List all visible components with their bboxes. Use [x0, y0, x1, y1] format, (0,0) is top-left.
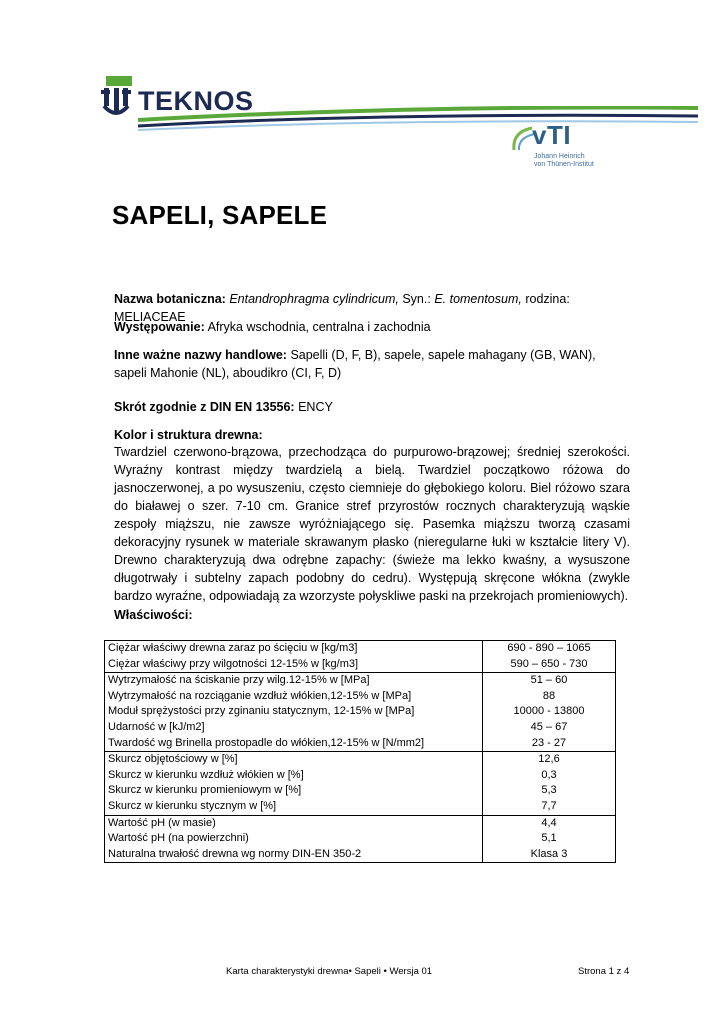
property-value: 5,3 — [483, 783, 616, 799]
table-row — [105, 673, 616, 689]
occurrence-label: Występowanie: — [114, 320, 205, 334]
botanical-species: Entandrophragma cylindricum, — [229, 292, 399, 306]
abbreviation — [114, 398, 630, 416]
page-title: SAPELI, SAPELE — [112, 200, 328, 230]
abbreviation-value: ENCY — [298, 400, 333, 414]
property-value: 45 – 67 — [483, 720, 616, 736]
botanical-label: Nazwa botaniczna: — [114, 292, 226, 306]
properties-heading: Właściwości: — [114, 608, 193, 622]
property-label: Ciężar właściwy drewna zaraz po ścięciu w [kg/m3] — [105, 641, 483, 657]
property-value: Klasa 3 — [483, 847, 616, 863]
color-structure-text: Twardziel czerwono-brązowa, przechodząca do purpurowo-brązowej; średniej szerokości. Wyraźny kontrast między twardzielą a bielą. Twardziel początkowo różowa do jasnoczerwonej, a po wysuszeniu, często ciemnieje do głębokiego koloru. Biel różowo szara do białawej o szer. 7-10 cm. Granice stref przyrostów rocznych charakteryzują wąskie zespoły miąższu, nie zawsze wyróżniającego się. Pasemka miąższu tworzą czasami dekoracyjny rysunek w materiale skrawanym płasko (nieregularne łuki w kształcie litery V). Drewno charakteryzują dwa odrębne zapachy: (świeże ma lekko kwaśny, a wysuszone długotrwały i subtelny zapach podobny do cedru). Występują skręcone włókna (zwykle bardzo wyraźne, odpowiadają za wzorzyste połyskliwe paski na przekrojach promieniowych). — [114, 445, 630, 603]
properties-table — [104, 640, 616, 863]
paint-brush-icon — [100, 76, 134, 120]
property-label: Ciężar właściwy przy wilgotności 12-15% w [kg/m3] — [108, 657, 359, 670]
teknos-wordmark: TEKNOS — [138, 86, 254, 116]
property-label: Moduł sprężystości przy zginaniu statycznym, 12-15% w [MPa] — [108, 705, 415, 718]
synonym-value: E. tomentosum, — [434, 292, 522, 306]
table-row — [105, 641, 616, 657]
trade-names-label: Inne ważne nazwy handlowe: — [114, 348, 287, 362]
property-label: Skurcz w kierunku stycznym w [%] — [108, 799, 277, 812]
property-label: Naturalna trwałość drewna wg normy DIN-EN 350-2 — [108, 847, 362, 860]
property-label: Wytrzymałość na rozciąganie wzdłuż włókien,12-15% w [MPa] — [108, 689, 412, 702]
vti-subtitle: Johann Heinrich von Thünen-Institut — [534, 153, 594, 168]
property-value: 590 – 650 - 730 — [483, 657, 616, 673]
table-row — [105, 831, 616, 847]
table-row — [105, 704, 616, 720]
table-row — [105, 847, 616, 863]
property-value: 7,7 — [483, 799, 616, 815]
property-label: Skurcz w kierunku promieniowym w [%] — [108, 784, 302, 797]
table-row — [105, 783, 616, 799]
trade-names-value: Sapelli (D, F, B), sapele, sapele mahagany (GB, WAN), sapeli Mahonie (NL), aboudikro (CI, F, D) — [114, 348, 596, 380]
table-row — [105, 689, 616, 705]
occurrence — [114, 318, 630, 336]
property-value: 690 - 890 – 1065 — [483, 641, 616, 657]
property-label: Udarność w [kJ/m2] — [108, 720, 205, 733]
table-row — [105, 720, 616, 736]
footer-page-number: Strona 1 z 4 — [578, 966, 630, 977]
color-structure-heading: Kolor i struktura drewna: — [114, 428, 263, 442]
property-value: 12,6 — [483, 752, 616, 768]
table-row — [105, 815, 616, 831]
vti-logo — [510, 120, 620, 175]
vti-wordmark: vTI — [532, 120, 572, 150]
table-row — [105, 752, 616, 768]
property-label: Twardość wg Brinella prostopadle do włókien,12-15% w [N/mm2] — [108, 736, 425, 749]
property-value: 51 – 60 — [483, 673, 616, 689]
property-label: Skurcz objętościowy w [%] — [105, 752, 483, 768]
property-value: 10000 - 13800 — [483, 704, 616, 720]
property-label: Wartość pH (w masie) — [105, 815, 483, 831]
occurrence-value: Afryka wschodnia, centralna i zachodnia — [207, 320, 431, 334]
property-label: Wytrzymałość na ściskanie przy wilg.12-15% w [MPa] — [105, 673, 483, 689]
table-row — [105, 768, 616, 784]
table-row — [105, 657, 616, 673]
property-value: 23 - 27 — [483, 736, 616, 752]
property-label: Wartość pH (na powierzchni) — [108, 832, 249, 845]
table-row — [105, 799, 616, 815]
synonym-label: Syn.: — [402, 292, 431, 306]
footer-document-info: Karta charakterystyki drewna• Sapeli • Wersja 01 — [226, 966, 433, 977]
trade-names — [114, 346, 604, 382]
abbreviation-label: Skrót zgodnie z DIN EN 13556: — [114, 400, 295, 414]
property-value: 5,1 — [483, 831, 616, 847]
family-value: rodzina: MELIACEAE — [114, 292, 570, 324]
table-row — [105, 736, 616, 752]
property-value: 4,4 — [483, 815, 616, 831]
property-value: 88 — [483, 689, 616, 705]
property-label: Skurcz w kierunku wzdłuż włókien w [%] — [108, 768, 304, 781]
property-value: 0,3 — [483, 768, 616, 784]
